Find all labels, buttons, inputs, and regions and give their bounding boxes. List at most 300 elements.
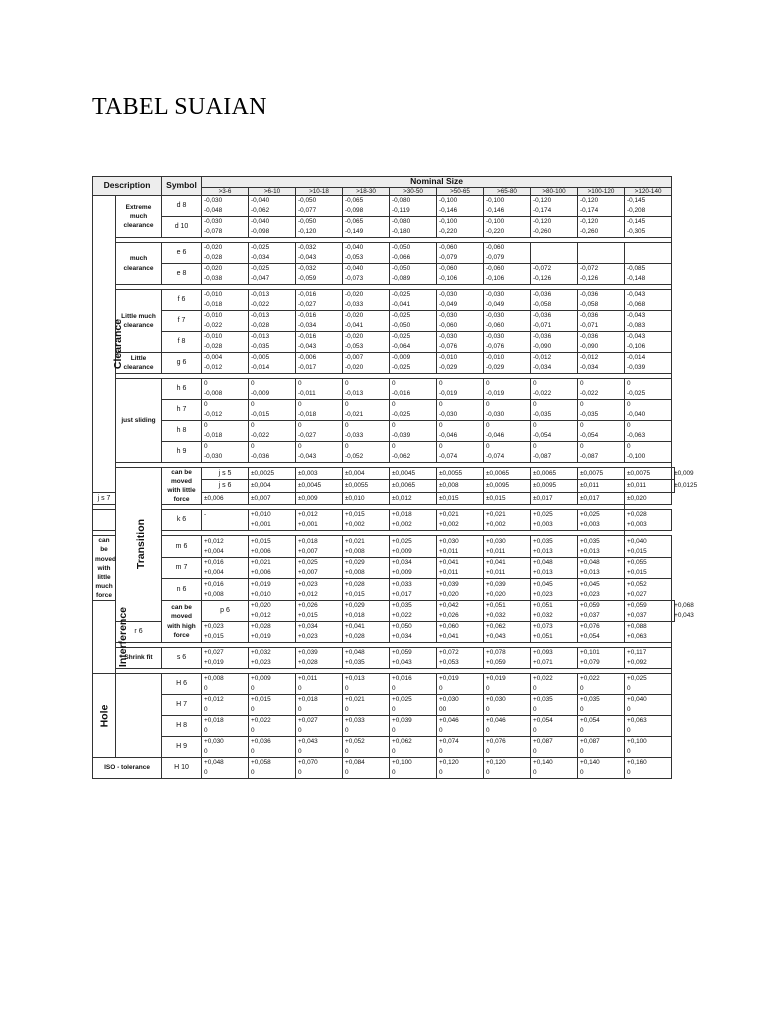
upper-deviation: -0,040: [251, 218, 270, 225]
tolerance-cell: [343, 492, 390, 504]
upper-deviation: +0,120: [439, 759, 459, 767]
tolerance-cell: [578, 601, 625, 622]
description-cell: can be moved with little much force: [93, 536, 116, 601]
description-cell: Shrink fit: [116, 648, 162, 669]
lower-deviation: +0,053: [439, 659, 459, 667]
upper-deviation: +0,016: [392, 675, 412, 683]
tolerance-cell: ±0,009: [672, 468, 675, 480]
lower-deviation: -0,098: [345, 207, 364, 214]
tolerance-cell: [249, 353, 296, 374]
tolerance-cell: [296, 510, 343, 531]
upper-deviation: 0: [533, 401, 537, 408]
lower-deviation: +0,019: [204, 659, 224, 667]
fit-row: [93, 243, 675, 264]
lower-deviation: 0: [627, 748, 631, 756]
fit-row: [93, 536, 675, 558]
tolerance-cell: [296, 674, 343, 695]
upper-deviation: +0,093: [533, 649, 553, 657]
lower-deviation: +0,028: [345, 633, 365, 641]
lower-deviation: -0,022: [580, 390, 599, 397]
symbol-cell: h 9: [162, 442, 202, 463]
tolerance-cell: [390, 379, 437, 400]
lower-deviation: -0,022: [204, 322, 223, 329]
tolerance-cell: [484, 400, 531, 421]
tolerance-cell: [531, 510, 578, 531]
lower-deviation: -0,016: [392, 390, 411, 397]
lower-deviation: 0: [533, 769, 537, 777]
fit-row: [93, 737, 675, 758]
upper-deviation: +0,055: [627, 559, 647, 567]
fit-tolerance-table: [92, 176, 698, 779]
lower-deviation: 0: [486, 685, 490, 693]
lower-deviation: +0,015: [345, 590, 365, 598]
lower-deviation: +0,003: [533, 521, 553, 529]
upper-deviation: -0,030: [439, 333, 458, 340]
tolerance-cell: [249, 601, 296, 622]
lower-deviation: -0,100: [627, 453, 646, 460]
upper-deviation: 0: [251, 380, 255, 387]
lower-deviation: 0: [486, 706, 490, 714]
tolerance-cell: [390, 421, 437, 442]
tolerance-cell: [202, 648, 249, 669]
upper-deviation: +0,117: [627, 649, 647, 657]
upper-deviation: -0,010: [204, 312, 223, 319]
tolerance-cell: [625, 557, 672, 579]
tolerance-cell: [249, 379, 296, 400]
tolerance-cell: [625, 442, 672, 463]
upper-deviation: -0,020: [204, 265, 223, 272]
upper-deviation: -0,030: [204, 218, 223, 225]
category-label: Hole: [98, 704, 111, 727]
tolerance-cell: [296, 758, 343, 779]
lower-deviation: 0: [580, 748, 584, 756]
lower-deviation: +0,020: [486, 590, 506, 598]
tolerance-cell: [578, 264, 625, 285]
tolerance-cell: [531, 217, 578, 238]
tolerance-cell: [531, 695, 578, 716]
tolerance-cell: [578, 217, 625, 238]
fit-row: [93, 379, 675, 400]
upper-deviation: +0,033: [345, 717, 365, 725]
lower-deviation: 0: [204, 769, 208, 777]
upper-deviation: 0: [486, 380, 490, 387]
upper-deviation: +0,040: [627, 537, 647, 545]
tolerance-cell: [296, 601, 343, 622]
tolerance-cell: [296, 217, 343, 238]
tolerance-cell: [296, 492, 343, 504]
lower-deviation: 0: [251, 706, 255, 714]
tolerance-cell: [437, 217, 484, 238]
tolerance-cell: [437, 353, 484, 374]
lower-deviation: -0,060: [486, 322, 505, 329]
lower-deviation: +0,032: [533, 612, 553, 620]
lower-deviation: -0,027: [298, 432, 317, 439]
tolerance-cell: [578, 536, 625, 558]
tolerance-cell: [578, 492, 625, 504]
fit-row: [93, 601, 675, 622]
upper-deviation: 0: [392, 443, 396, 450]
fit-row: [93, 421, 675, 442]
upper-deviation: +0,025: [298, 559, 318, 567]
tolerance-cell: [578, 622, 625, 643]
tolerance-cell: [437, 442, 484, 463]
tolerance-cell: [578, 579, 625, 601]
upper-deviation: +0,039: [486, 580, 506, 588]
lower-deviation: 0: [204, 727, 208, 735]
lower-deviation: -0,148: [627, 275, 646, 282]
size-range-header: >120-140: [625, 187, 672, 195]
lower-deviation: +0,092: [627, 659, 647, 667]
lower-deviation: -0,074: [486, 453, 505, 460]
lower-deviation: -0,058: [533, 301, 552, 308]
tolerance-cell: [531, 353, 578, 374]
upper-deviation: +0,039: [298, 649, 318, 657]
upper-deviation: -0,036: [533, 333, 552, 340]
tolerance-cell: [202, 579, 249, 601]
lower-deviation: +0,035: [345, 659, 365, 667]
lower-deviation: 0: [392, 685, 396, 693]
upper-deviation: -0,036: [580, 291, 599, 298]
fit-row: [93, 716, 675, 737]
lower-deviation: +0,041: [439, 633, 459, 641]
lower-deviation: -0,018: [298, 411, 317, 418]
lower-deviation: +0,022: [392, 612, 412, 620]
upper-deviation: 0: [439, 380, 443, 387]
upper-deviation: +0,054: [580, 717, 600, 725]
lower-deviation: -0,208: [627, 207, 646, 214]
tolerance-cell: [202, 400, 249, 421]
tolerance-cell: [531, 332, 578, 353]
lower-deviation: +0,015: [627, 547, 647, 555]
tolerance-cell: [625, 648, 672, 669]
tolerance-cell: [484, 290, 531, 311]
tolerance-cell: [296, 536, 343, 558]
upper-deviation: +0,045: [533, 580, 553, 588]
tolerance-cell: [202, 353, 249, 374]
upper-deviation: -0,120: [533, 218, 552, 225]
upper-deviation: -0,050: [392, 244, 411, 251]
tolerance-cell: [202, 510, 249, 531]
upper-deviation: +0,039: [392, 717, 412, 725]
tolerance-value: ±0,011: [627, 482, 647, 490]
upper-deviation: +0,087: [533, 738, 553, 746]
tolerance-cell: [249, 290, 296, 311]
lower-deviation: 0: [439, 685, 443, 693]
tolerance-cell: [625, 480, 672, 492]
tolerance-cell: [202, 332, 249, 353]
lower-deviation: +0,009: [392, 569, 412, 577]
tolerance-cell: [249, 510, 296, 531]
tolerance-cell: [531, 536, 578, 558]
upper-deviation: +0,028: [627, 511, 647, 519]
tolerance-cell: [390, 492, 437, 504]
lower-deviation: -0,126: [533, 275, 552, 282]
upper-deviation: +0,028: [345, 580, 365, 588]
lower-deviation: -0,054: [580, 432, 599, 439]
tolerance-cell: [484, 510, 531, 531]
tolerance-cell: [343, 353, 390, 374]
upper-deviation: -0,012: [580, 354, 599, 361]
upper-deviation: +0,048: [345, 649, 365, 657]
tolerance-cell: [578, 332, 625, 353]
tolerance-cell: [343, 264, 390, 285]
lower-deviation: -0,012: [204, 364, 223, 371]
lower-deviation: +0,002: [392, 521, 412, 529]
upper-deviation: -0,065: [345, 218, 364, 225]
upper-deviation: 0: [533, 422, 537, 429]
upper-deviation: [533, 243, 575, 253]
upper-deviation: 0: [486, 443, 490, 450]
upper-deviation: -0,020: [204, 244, 223, 251]
lower-deviation: +0,007: [298, 569, 318, 577]
lower-deviation: -0,046: [486, 432, 505, 439]
symbol-cell: k 6: [162, 510, 202, 531]
symbol-cell: H 7: [162, 695, 202, 716]
lower-deviation: -0,034: [533, 364, 552, 371]
lower-deviation: +0,006: [251, 569, 271, 577]
tolerance-value: ±0,011: [580, 482, 600, 490]
upper-deviation: 0: [392, 380, 396, 387]
lower-deviation: +0,004: [204, 569, 224, 577]
tolerance-cell: [390, 332, 437, 353]
tolerance-cell: [437, 196, 484, 217]
upper-deviation: 0: [580, 401, 584, 408]
lower-deviation: -0,018: [204, 301, 223, 308]
tolerance-cell: [390, 557, 437, 579]
upper-deviation: -0,012: [533, 354, 552, 361]
tolerance-cell: [437, 480, 484, 492]
tolerance-cell: [484, 557, 531, 579]
upper-deviation: +0,051: [533, 602, 553, 610]
upper-deviation: -0,030: [439, 291, 458, 298]
tolerance-cell: [578, 557, 625, 579]
lower-deviation: +0,012: [298, 590, 318, 598]
lower-deviation: -0,083: [627, 322, 646, 329]
upper-deviation: -0,145: [627, 218, 646, 225]
lower-deviation: 0: [486, 769, 490, 777]
tolerance-cell: [437, 421, 484, 442]
lower-deviation: -0,106: [627, 343, 646, 350]
tolerance-cell: [437, 311, 484, 332]
tolerance-cell: [484, 421, 531, 442]
tolerance-value: ±0,008: [439, 482, 459, 490]
upper-deviation: +0,009: [251, 675, 271, 683]
lower-deviation: +0,051: [533, 633, 553, 641]
tolerance-cell: [437, 601, 484, 622]
category-cell: [116, 468, 162, 622]
tolerance-value: ±0,0045: [298, 482, 322, 490]
lower-deviation: -0,039: [627, 364, 646, 371]
upper-deviation: +0,034: [392, 559, 412, 567]
tolerance-cell: [202, 492, 249, 504]
lower-deviation: -0,046: [439, 432, 458, 439]
upper-deviation: -0,010: [439, 354, 458, 361]
lower-deviation: -0,260: [580, 228, 599, 235]
upper-deviation: +0,018: [298, 537, 318, 545]
lower-deviation: +0,013: [580, 547, 600, 555]
lower-deviation: +0,037: [627, 612, 647, 620]
lower-deviation: +0,009: [392, 547, 412, 555]
lower-deviation: -0,050: [392, 322, 411, 329]
lower-deviation: [533, 253, 575, 263]
tolerance-cell: [531, 311, 578, 332]
upper-deviation: 0: [204, 422, 208, 429]
lower-deviation: [627, 253, 669, 263]
tolerance-cell: [296, 196, 343, 217]
tolerance-cell: [578, 648, 625, 669]
upper-deviation: 0: [439, 401, 443, 408]
lower-deviation: -0,030: [486, 411, 505, 418]
upper-deviation: 0: [627, 401, 631, 408]
tolerance-cell: [343, 400, 390, 421]
tolerance-cell: [484, 442, 531, 463]
tolerance-value: ±0,006: [204, 494, 224, 502]
upper-deviation: +0,015: [251, 696, 271, 704]
size-range-header: >3-6: [202, 187, 249, 195]
symbol-cell: e 8: [162, 264, 202, 285]
upper-deviation: -0,036: [580, 312, 599, 319]
fit-row: [93, 332, 675, 353]
fit-row: [93, 557, 675, 579]
upper-deviation: -0,043: [627, 333, 646, 340]
lower-deviation: +0,008: [345, 569, 365, 577]
upper-deviation: +0,035: [392, 602, 412, 610]
upper-deviation: +0,076: [486, 738, 506, 746]
upper-deviation: 0: [298, 401, 302, 408]
lower-deviation: -0,015: [251, 411, 270, 418]
fit-row: [93, 196, 675, 217]
upper-deviation: +0,018: [298, 696, 318, 704]
upper-deviation: -0,145: [627, 197, 646, 204]
fit-row: [93, 442, 675, 463]
upper-deviation: -0,032: [298, 265, 317, 272]
lower-deviation: 0: [533, 748, 537, 756]
tolerance-cell: [249, 196, 296, 217]
upper-deviation: +0,035: [533, 537, 553, 545]
lower-deviation: 0: [392, 769, 396, 777]
tolerance-cell: [531, 243, 578, 264]
lower-deviation: -0,098: [251, 228, 270, 235]
tolerance-cell: [202, 290, 249, 311]
tolerance-cell: [296, 243, 343, 264]
tolerance-cell: [437, 400, 484, 421]
tolerance-cell: [625, 468, 672, 480]
tolerance-value: ±0,004: [345, 469, 365, 477]
tolerance-cell: [531, 579, 578, 601]
lower-deviation: 0: [627, 706, 631, 714]
tolerance-cell: [578, 196, 625, 217]
upper-deviation: +0,063: [627, 717, 647, 725]
tolerance-cell: [202, 442, 249, 463]
lower-deviation: -0,260: [533, 228, 552, 235]
lower-deviation: -0,220: [486, 228, 505, 235]
tolerance-cell: [249, 648, 296, 669]
tolerance-cell: [484, 480, 531, 492]
tolerance-cell: [296, 716, 343, 737]
upper-deviation: +0,160: [627, 759, 647, 767]
tolerance-cell: [578, 716, 625, 737]
lower-deviation: -0,119: [392, 207, 410, 214]
upper-deviation: 0: [392, 422, 396, 429]
tolerance-cell: [343, 716, 390, 737]
upper-deviation: -0,040: [345, 244, 364, 251]
tolerance-value: ±0,010: [345, 494, 365, 502]
upper-deviation: -0,016: [298, 291, 317, 298]
tolerance-value: ±0,0065: [392, 482, 416, 490]
upper-deviation: +0,059: [580, 602, 600, 610]
tolerance-cell: [437, 510, 484, 531]
tolerance-cell: [484, 648, 531, 669]
lower-deviation: 0: [580, 706, 584, 714]
tolerance-cell: [625, 421, 672, 442]
tolerance-cell: [437, 264, 484, 285]
lower-deviation: -0,077: [298, 207, 317, 214]
tolerance-cell: [202, 758, 249, 779]
tolerance-cell: [202, 196, 249, 217]
symbol-cell: d 8: [162, 196, 202, 217]
tolerance-cell: [390, 536, 437, 558]
upper-deviation: +0,088: [627, 623, 647, 631]
description-cell: [93, 510, 116, 531]
tolerance-cell: [249, 400, 296, 421]
upper-deviation: +0,042: [439, 602, 459, 610]
upper-deviation: +0,070: [298, 759, 318, 767]
lower-deviation: +0,015: [204, 633, 224, 641]
upper-deviation: -0,120: [580, 218, 599, 225]
tolerance-cell: [578, 695, 625, 716]
tolerance-cell: [625, 379, 672, 400]
tolerance-cell: [578, 379, 625, 400]
tolerance-cell: [296, 557, 343, 579]
lower-deviation: 0: [392, 727, 396, 735]
tolerance-cell: [531, 480, 578, 492]
lower-deviation: +0,071: [533, 659, 553, 667]
lower-deviation: +0,019: [251, 633, 271, 641]
tolerance-cell: [343, 379, 390, 400]
upper-deviation: +0,021: [345, 537, 365, 545]
lower-deviation: +0,079: [580, 659, 600, 667]
lower-deviation: 0: [345, 706, 349, 714]
upper-deviation: +0,072: [439, 649, 459, 657]
tolerance-cell: [437, 536, 484, 558]
lower-deviation: +0,001: [298, 521, 318, 529]
symbol-cell: d 10: [162, 217, 202, 238]
lower-deviation: -0,035: [580, 411, 599, 418]
lower-deviation: +0,032: [486, 612, 506, 620]
fit-row: [93, 217, 675, 238]
upper-deviation: -0,040: [251, 197, 270, 204]
upper-deviation: 0: [204, 380, 208, 387]
lower-deviation: -0,076: [486, 343, 505, 350]
tolerance-cell: [343, 217, 390, 238]
upper-deviation: 0: [439, 443, 443, 450]
size-range-header: >80-100: [531, 187, 578, 195]
tolerance-cell: [484, 379, 531, 400]
tolerance-cell: [578, 400, 625, 421]
tolerance-cell: [343, 468, 390, 480]
lower-deviation: 0: [298, 727, 302, 735]
upper-deviation: +0,027: [298, 717, 318, 725]
symbol-cell: n 6: [162, 579, 202, 601]
lower-deviation: -0,029: [439, 364, 458, 371]
upper-deviation: 0: [345, 422, 349, 429]
upper-deviation: -0,025: [392, 291, 411, 298]
upper-deviation: +0,036: [251, 738, 271, 746]
tolerance-value: ±0,0075: [627, 469, 651, 477]
symbol-cell: p 6: [202, 601, 249, 622]
lower-deviation: 0: [345, 685, 349, 693]
upper-deviation: +0,025: [392, 537, 412, 545]
